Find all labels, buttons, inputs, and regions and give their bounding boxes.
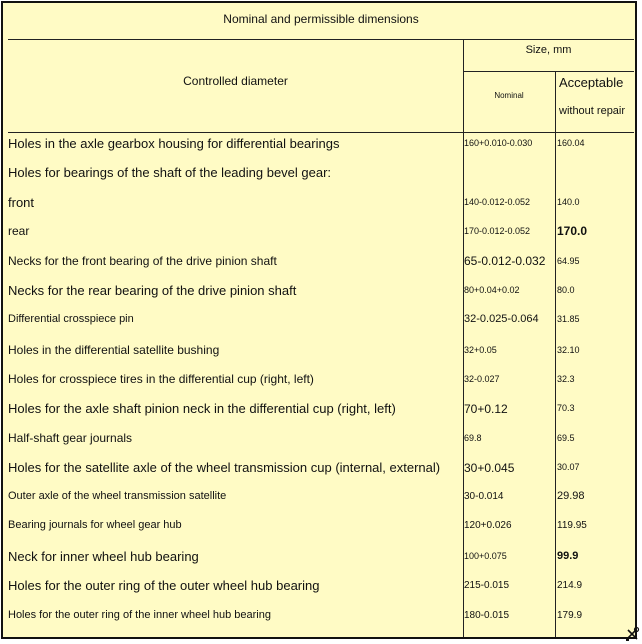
row-nominal: 100+0.075 xyxy=(464,551,507,561)
row-label: Holes in the axle gearbox housing for differential bearings xyxy=(8,136,340,151)
column-divider-1 xyxy=(463,39,464,637)
row-acceptable: 69.5 xyxy=(557,432,575,443)
row-label: Holes for crosspiece tires in the differential cup (right, left) xyxy=(8,372,314,386)
row-label: Holes for the outer ring of the outer wheel hub bearing xyxy=(8,578,320,593)
column-divider-2 xyxy=(555,71,556,637)
row-label: rear xyxy=(8,224,30,238)
header-rule-bottom xyxy=(8,132,634,133)
row-acceptable: 32.3 xyxy=(557,373,575,384)
row-label: Necks for the rear bearing of the drive pinion shaft xyxy=(8,283,297,298)
row-acceptable: 160.04 xyxy=(557,138,585,148)
row-nominal: 69.8 xyxy=(464,432,482,443)
without-repair-header: without repair xyxy=(559,105,626,117)
row-label: Holes in the differential satellite bushing xyxy=(8,343,220,357)
row-label: Holes for the satellite axle of the wheel transmission cup (internal, external) xyxy=(8,460,441,475)
row-acceptable: 170.0 xyxy=(557,224,588,238)
row-acceptable: 64.95 xyxy=(557,255,580,266)
header-rule-size xyxy=(463,71,634,72)
row-acceptable: 30.07 xyxy=(557,462,580,472)
row-acceptable: 140.0 xyxy=(557,197,580,207)
table-title: Nominal and permissible dimensions xyxy=(223,12,419,26)
row-acceptable: 31.85 xyxy=(557,314,580,324)
row-nominal: 70+0.12 xyxy=(464,401,508,416)
row-acceptable: 70.3 xyxy=(557,403,575,413)
controlled-diameter-header: Controlled diameter xyxy=(183,74,288,88)
row-acceptable: 179.9 xyxy=(557,609,583,621)
row-nominal: 80+0.04+0.02 xyxy=(464,285,520,295)
row-label: Differential crosspiece pin xyxy=(8,313,134,325)
row-label: Half-shaft gear journals xyxy=(8,431,133,445)
row-nominal: 32-0.027 xyxy=(464,373,500,384)
row-label: Necks for the front bearing of the drive pinion shaft xyxy=(8,254,277,268)
row-nominal: 30+0.045 xyxy=(464,460,515,475)
row-acceptable: 29.98 xyxy=(557,490,585,502)
nominal-header: Nominal xyxy=(494,91,524,100)
row-label: Holes for bearings of the shaft of the leading bevel gear: xyxy=(8,165,332,180)
row-label: Outer axle of the wheel transmission satellite xyxy=(8,490,227,502)
size-header: Size, mm xyxy=(525,44,572,56)
row-nominal: 160+0.010-0.030 xyxy=(464,138,533,148)
row-label: Bearing journals for wheel gear hub xyxy=(8,519,182,531)
row-nominal: 120+0.026 xyxy=(464,519,512,531)
row-acceptable: 80.0 xyxy=(557,285,575,295)
tools-icon xyxy=(624,626,640,642)
row-nominal: 30-0.014 xyxy=(464,490,504,502)
row-nominal: 170-0.012-0.052 xyxy=(464,225,531,236)
row-nominal: 180-0.015 xyxy=(464,609,510,621)
row-nominal: 140-0.012-0.052 xyxy=(464,197,531,207)
row-acceptable: 99.9 xyxy=(557,550,579,562)
acceptable-header: Acceptable xyxy=(559,75,624,90)
row-nominal: 32+0.05 xyxy=(464,344,497,355)
row-nominal: 215-0.015 xyxy=(464,579,510,591)
row-label: front xyxy=(8,195,35,210)
row-acceptable: 119.95 xyxy=(557,519,587,531)
row-nominal: 32-0.025-0.064 xyxy=(464,313,539,325)
row-acceptable: 214.9 xyxy=(557,579,583,591)
row-acceptable: 32.10 xyxy=(557,344,580,355)
header-rule-top xyxy=(8,39,634,40)
row-nominal: 65-0.012-0.032 xyxy=(464,254,546,268)
row-label: Holes for the outer ring of the inner wheel hub bearing xyxy=(8,609,271,621)
row-label: Neck for inner wheel hub bearing xyxy=(8,549,199,564)
row-label: Holes for the axle shaft pinion neck in the differential cup (right, left) xyxy=(8,401,396,416)
